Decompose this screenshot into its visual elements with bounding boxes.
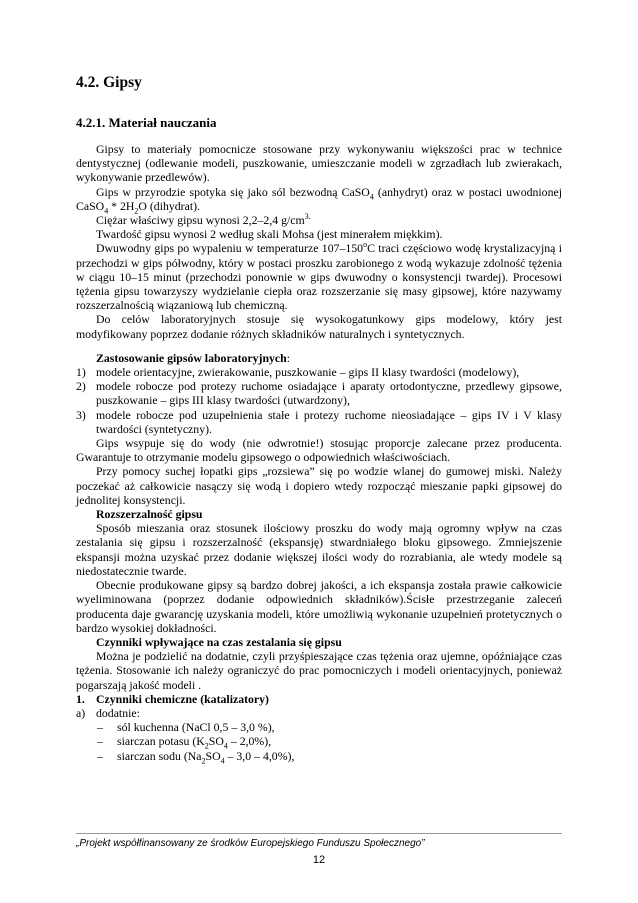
- list-item: 1) modele orientacyjne, zwierakowanie, puszkowanie – gips II klasy twardości (modelowy),: [76, 365, 520, 380]
- footer-text: „Projekt współfinansowany ze środków Europejskiego Funduszu Społecznego”: [76, 838, 425, 849]
- paragraph: Obecnie produkowane gipsy są bardzo dobrej jakości, a ich ekspansja została prawie całkowicie wyeliminowana (poprzez dodanie odpowiednich składników).Ścisłe przestrzeganie zaleceń producenta daje gwarancję uzyskania modeli, które umożliwią wykonanie uzupełnień protetycznych o bardzo wysokiej dokładności.: [76, 578, 562, 635]
- paragraph: Ciężar właściwy gipsu wynosi 2,2–2,4 $g/cm^{3.}$: [96, 212, 311, 228]
- paragraph: Gips w przyrodzie spotyka się jako sól bezwodną CaSO$_4$ (anhydryt) oraz w postaci uwodnionej CaSO$_4$ * $2H_2O$ (dihydrat).: [76, 184, 562, 216]
- page-footer: [76, 833, 562, 866]
- page-content: [76, 74, 562, 763]
- paragraph: Do celów laboratoryjnych stosuje się wysokogatunkowy gips modelowy, który jest modyfikowany poprzez dodanie różnych składników naturalnych i syntetycznych.: [76, 312, 562, 341]
- subsection-title: 4.2.1. Materiał nauczania: [76, 115, 217, 130]
- page-number: 12: [312, 854, 326, 866]
- list-item: – sól kuchenna (NaCl 0,5 – 3,0 %),: [97, 720, 275, 735]
- chem-heading: 1. Czynniki chemiczne (katalizatory): [76, 691, 269, 706]
- list-item: 3) modele robocze pod uzupełnienia stałe i protezy ruchome nieosiadające – gips IV i V klasy twardości (syntetyczny).: [76, 407, 562, 436]
- paragraph: Można je podzielić na dodatnie, czyli przyśpieszające czas tężenia oraz ujemne, opóźniające czas tężenia. Stosowanie ich należy ograniczyć do prac pomocniczych i modeli orientacyjnych, ponieważ pogarszają jakość modeli .: [76, 649, 562, 692]
- list-item: – siarczan potasu $(K_2SO_4 - 2,0\%)$,: [97, 734, 272, 751]
- lab-list: [76, 365, 562, 436]
- paragraph: Przy pomocy suchej łopatki gips „rozsiewa” się po wodzie wlanej do gumowej miski. Należy poczekać aż całkowicie nasączy się wodą i dopiero wtedy rozpocząć mieszanie papki gipsowej do jednolitej konsystencji.: [76, 464, 562, 507]
- paragraph: Twardość gipsu wynosi 2 według skali Mohsa (jest minerałem miękkim).: [96, 227, 443, 242]
- paragraph: Sposób mieszania oraz stosunek ilościowy proszku do wody mają ogromny wpływ na czas zestalania się gipsu i rozszerzalność (ekspansję) stwardniałego bloku gipsowego. Zmniejszenie ekspansji można uzyskać przez dodanie większej ilości wody do rozrabiania, ale wtedy modele są niedostatecznie twarde.: [76, 521, 562, 578]
- section-title: 4.2. Gipsy: [76, 74, 142, 91]
- list-item: 2) modele robocze pod protezy ruchome osiadające i aparaty ortodontyczne, przedlewy gipsowe, puszkowanie – gips III klasy twardości (utwardzony),: [76, 379, 562, 408]
- paragraph: Gips wsypuje się do wody (nie odwrotnie!) stosując proporcje zalecane przez producenta. Gwarantuje to otrzymanie modelu gipsowego o odpowiednich właściwościach.: [76, 436, 562, 465]
- factors-heading: Czynniki wpływające na czas zestalania się gipsu: [96, 634, 342, 649]
- list-item: – siarczan sodu $(Na_2SO_4 - 3,0 - 4,0\%)$,: [97, 748, 295, 765]
- paragraph: Dwuwodny gips po wypaleniu w temperaturze 107–150$^o$C traci częściowo wodę krystalizacyjną i przechodzi w gips półwodny, który w postaci proszku zarobionego z wodą wykazuje zdolność tężenia w ciągu 10–15 minut (przechodzi ponownie w gips dwuwodny o konsystencji twardej). Procesowi tężenia gipsu towarzyszy wydzielanie ciepła oraz rozszerzanie się masy gipsowej, które nazywamy rozszerzalnością wiązaniową lub chemiczną.: [76, 240, 562, 313]
- positive-heading: a) dodatnie:: [76, 705, 140, 720]
- lab-heading: Zastosowanie gipsów laboratoryjnych:: [96, 350, 291, 365]
- expansion-heading: Rozszerzalność gipsu: [96, 507, 203, 522]
- paragraph: Gipsy to materiały pomocnicze stosowane przy wykonywaniu większości prac w technice dentystycznej (odlewanie modeli, puszkowanie, umieszczanie modeli w zgrzadłach lub zwierakach, wykonywanie przedlewów).: [76, 142, 562, 185]
- dash-list: [76, 720, 562, 763]
